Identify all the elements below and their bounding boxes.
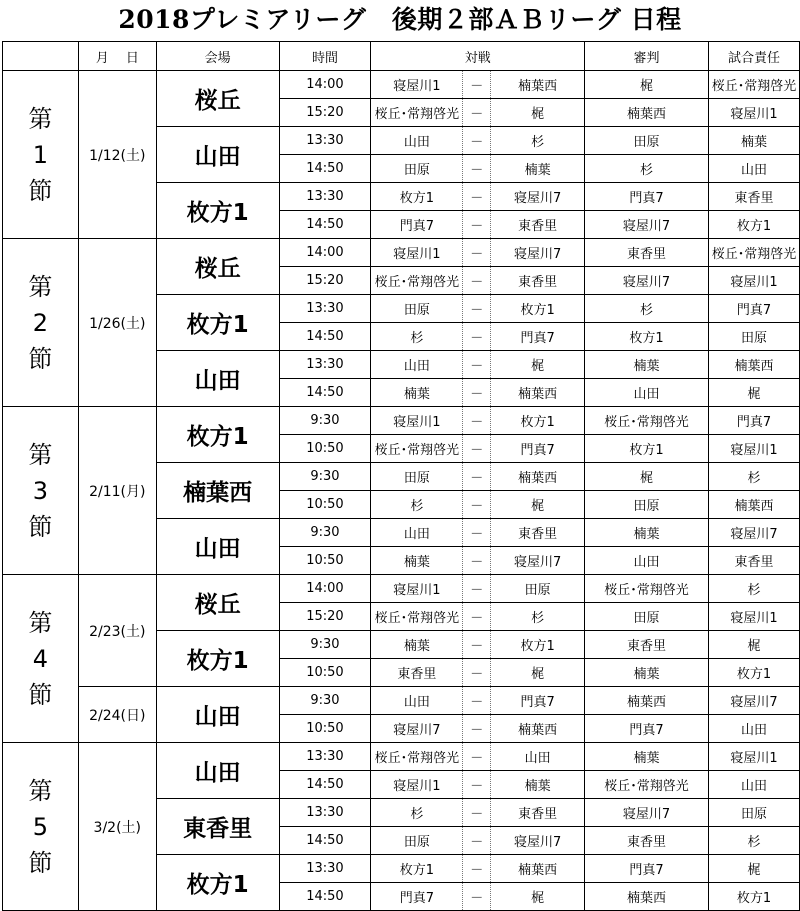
responsible-cell: 梶	[708, 631, 799, 659]
away-team-cell: 枚方1	[491, 295, 585, 323]
page-title: 2018プレミアリーグ 後期２部ＡＢリーグ 日程	[118, 5, 682, 34]
responsible-cell: 枚方1	[708, 883, 799, 911]
referee-cell: 楠葉西	[585, 883, 709, 911]
header-match: 対戦	[371, 42, 585, 71]
home-team-cell: 桜丘･常翔啓光	[371, 267, 463, 295]
round-label	[3, 407, 79, 575]
home-team-cell: 田原	[371, 295, 463, 323]
date-cell: 1/12(土)	[78, 71, 156, 239]
responsible-cell: 門真7	[708, 295, 799, 323]
referee-cell: 枚方1	[585, 435, 709, 463]
time-cell: 13:30	[279, 351, 371, 379]
versus-separator: －	[463, 267, 491, 295]
referee-cell: 楠葉	[585, 743, 709, 771]
home-team-cell: 山田	[371, 351, 463, 379]
versus-separator: －	[463, 799, 491, 827]
away-team-cell: 楠葉西	[491, 715, 585, 743]
time-cell: 13:30	[279, 855, 371, 883]
referee-cell: 桜丘･常翔啓光	[585, 407, 709, 435]
versus-separator: －	[463, 659, 491, 687]
away-team-cell: 梶	[491, 883, 585, 911]
home-team-cell: 桜丘･常翔啓光	[371, 99, 463, 127]
venue-cell: 桜丘	[156, 71, 279, 127]
responsible-cell: 寝屋川7	[708, 687, 799, 715]
away-team-cell: 東香里	[491, 799, 585, 827]
round-label	[3, 575, 79, 743]
versus-separator: －	[463, 379, 491, 407]
versus-separator: －	[463, 435, 491, 463]
versus-separator: －	[463, 295, 491, 323]
away-team-cell: 山田	[491, 743, 585, 771]
versus-separator: －	[463, 323, 491, 351]
home-team-cell: 楠葉	[371, 547, 463, 575]
away-team-cell: 寝屋川7	[491, 827, 585, 855]
home-team-cell: 寝屋川1	[371, 575, 463, 603]
home-team-cell: 山田	[371, 687, 463, 715]
versus-separator: －	[463, 127, 491, 155]
round-label-char: 節	[28, 512, 53, 541]
referee-cell: 梶	[585, 463, 709, 491]
time-cell: 13:30	[279, 127, 371, 155]
venue-cell: 山田	[156, 127, 279, 183]
versus-separator: －	[463, 827, 491, 855]
away-team-cell: 東香里	[491, 211, 585, 239]
home-team-cell: 楠葉	[371, 631, 463, 659]
table-row	[3, 743, 800, 771]
round-label-char: 5	[32, 812, 49, 841]
time-cell: 14:50	[279, 323, 371, 351]
venue-cell: 山田	[156, 743, 279, 799]
home-team-cell: 門真7	[371, 211, 463, 239]
round-label	[3, 239, 79, 407]
responsible-cell: 梶	[708, 379, 799, 407]
versus-separator: －	[463, 631, 491, 659]
table-row	[3, 575, 800, 603]
away-team-cell: 門真7	[491, 687, 585, 715]
time-cell: 14:50	[279, 211, 371, 239]
home-team-cell: 田原	[371, 463, 463, 491]
responsible-cell: 寝屋川1	[708, 435, 799, 463]
referee-cell: 東香里	[585, 631, 709, 659]
away-team-cell: 楠葉西	[491, 71, 585, 99]
responsible-cell: 寝屋川1	[708, 99, 799, 127]
venue-cell: 桜丘	[156, 239, 279, 295]
time-cell: 14:50	[279, 771, 371, 799]
versus-separator: －	[463, 743, 491, 771]
header-date: 月 日	[78, 42, 156, 71]
referee-cell: 田原	[585, 127, 709, 155]
table-row	[3, 239, 800, 267]
versus-separator: －	[463, 351, 491, 379]
venue-cell: 枚方1	[156, 295, 279, 351]
away-team-cell: 楠葉	[491, 155, 585, 183]
responsible-cell: 田原	[708, 323, 799, 351]
time-cell: 13:30	[279, 799, 371, 827]
time-cell: 14:50	[279, 155, 371, 183]
responsible-cell: 楠葉西	[708, 491, 799, 519]
referee-cell: 門真7	[585, 855, 709, 883]
referee-cell: 田原	[585, 603, 709, 631]
referee-cell: 楠葉西	[585, 687, 709, 715]
referee-cell: 山田	[585, 547, 709, 575]
venue-cell: 山田	[156, 351, 279, 407]
responsible-cell: 寝屋川7	[708, 519, 799, 547]
venue-cell: 枚方1	[156, 183, 279, 239]
versus-separator: －	[463, 855, 491, 883]
time-cell: 10:50	[279, 547, 371, 575]
round-label-char: 節	[28, 176, 53, 205]
venue-cell: 山田	[156, 519, 279, 575]
away-team-cell: 杉	[491, 127, 585, 155]
responsible-cell: 山田	[708, 715, 799, 743]
away-team-cell: 梶	[491, 99, 585, 127]
responsible-cell: 桜丘･常翔啓光	[708, 71, 799, 99]
venue-cell: 桜丘	[156, 575, 279, 631]
home-team-cell: 山田	[371, 519, 463, 547]
time-cell: 15:20	[279, 99, 371, 127]
referee-cell: 寝屋川7	[585, 799, 709, 827]
referee-cell: 梶	[585, 71, 709, 99]
header-row	[3, 42, 800, 71]
away-team-cell: 楠葉	[491, 771, 585, 799]
versus-separator: －	[463, 99, 491, 127]
home-team-cell: 寝屋川7	[371, 715, 463, 743]
referee-cell: 門真7	[585, 715, 709, 743]
responsible-cell: 桜丘･常翔啓光	[708, 239, 799, 267]
away-team-cell: 寝屋川7	[491, 547, 585, 575]
header-time: 時間	[279, 42, 371, 71]
round-label	[3, 71, 79, 239]
home-team-cell: 杉	[371, 491, 463, 519]
home-team-cell: 寝屋川1	[371, 771, 463, 799]
home-team-cell: 田原	[371, 827, 463, 855]
referee-cell: 楠葉	[585, 659, 709, 687]
responsible-cell: 寝屋川1	[708, 603, 799, 631]
responsible-cell: 田原	[708, 799, 799, 827]
responsible-cell: 楠葉	[708, 127, 799, 155]
date-cell: 2/24(日)	[78, 687, 156, 743]
venue-cell: 山田	[156, 687, 279, 743]
time-cell: 14:00	[279, 239, 371, 267]
versus-separator: －	[463, 715, 491, 743]
schedule-table	[2, 41, 800, 911]
referee-cell: 桜丘･常翔啓光	[585, 771, 709, 799]
round-label-char: 1	[32, 140, 49, 169]
referee-cell: 桜丘･常翔啓光	[585, 575, 709, 603]
referee-cell: 山田	[585, 379, 709, 407]
header-round	[3, 42, 79, 71]
versus-separator: －	[463, 239, 491, 267]
time-cell: 10:50	[279, 659, 371, 687]
venue-cell: 枚方1	[156, 407, 279, 463]
away-team-cell: 楠葉西	[491, 855, 585, 883]
time-cell: 14:50	[279, 883, 371, 911]
venue-cell: 東香里	[156, 799, 279, 855]
header-responsible: 試合責任	[708, 42, 799, 71]
responsible-cell: 杉	[708, 827, 799, 855]
versus-separator: －	[463, 547, 491, 575]
versus-separator: －	[463, 71, 491, 99]
home-team-cell: 桜丘･常翔啓光	[371, 603, 463, 631]
table-row	[3, 71, 800, 99]
time-cell: 15:20	[279, 267, 371, 295]
time-cell: 15:20	[279, 603, 371, 631]
home-team-cell: 杉	[371, 799, 463, 827]
versus-separator: －	[463, 603, 491, 631]
away-team-cell: 門真7	[491, 435, 585, 463]
round-label	[3, 743, 79, 911]
time-cell: 14:50	[279, 827, 371, 855]
away-team-cell: 梶	[491, 491, 585, 519]
responsible-cell: 杉	[708, 463, 799, 491]
versus-separator: －	[463, 407, 491, 435]
versus-separator: －	[463, 463, 491, 491]
responsible-cell: 東香里	[708, 547, 799, 575]
home-team-cell: 桜丘･常翔啓光	[371, 435, 463, 463]
date-cell: 1/26(土)	[78, 239, 156, 407]
header-venue: 会場	[156, 42, 279, 71]
referee-cell: 楠葉	[585, 519, 709, 547]
referee-cell: 楠葉西	[585, 99, 709, 127]
home-team-cell: 寝屋川1	[371, 239, 463, 267]
responsible-cell: 寝屋川1	[708, 267, 799, 295]
round-label-char: 節	[28, 344, 53, 373]
away-team-cell: 枚方1	[491, 631, 585, 659]
time-cell: 9:30	[279, 519, 371, 547]
responsible-cell: 寝屋川1	[708, 743, 799, 771]
versus-separator: －	[463, 883, 491, 911]
away-team-cell: 門真7	[491, 323, 585, 351]
home-team-cell: 桜丘･常翔啓光	[371, 743, 463, 771]
responsible-cell: 門真7	[708, 407, 799, 435]
round-label-char: 第	[28, 608, 53, 637]
versus-separator: －	[463, 155, 491, 183]
round-label-char: 4	[32, 644, 49, 673]
referee-cell: 門真7	[585, 183, 709, 211]
versus-separator: －	[463, 183, 491, 211]
header-referee: 審判	[585, 42, 709, 71]
round-label-char: 第	[28, 104, 53, 133]
away-team-cell: 東香里	[491, 519, 585, 547]
versus-separator: －	[463, 575, 491, 603]
home-team-cell: 寝屋川1	[371, 407, 463, 435]
table-row	[3, 687, 800, 715]
away-team-cell: 田原	[491, 575, 585, 603]
schedule-body	[3, 71, 800, 911]
away-team-cell: 梶	[491, 351, 585, 379]
versus-separator: －	[463, 771, 491, 799]
round-label-char: 節	[28, 680, 53, 709]
responsible-cell: 東香里	[708, 183, 799, 211]
away-team-cell: 東香里	[491, 267, 585, 295]
time-cell: 14:50	[279, 379, 371, 407]
away-team-cell: 寝屋川7	[491, 239, 585, 267]
time-cell: 13:30	[279, 183, 371, 211]
responsible-cell: 山田	[708, 155, 799, 183]
referee-cell: 東香里	[585, 827, 709, 855]
referee-cell: 楠葉	[585, 351, 709, 379]
referee-cell: 田原	[585, 491, 709, 519]
time-cell: 10:50	[279, 715, 371, 743]
time-cell: 14:00	[279, 71, 371, 99]
responsible-cell: 枚方1	[708, 659, 799, 687]
table-row	[3, 407, 800, 435]
home-team-cell: 杉	[371, 323, 463, 351]
away-team-cell: 楠葉西	[491, 463, 585, 491]
referee-cell: 東香里	[585, 239, 709, 267]
time-cell: 9:30	[279, 631, 371, 659]
round-label-char: 第	[28, 776, 53, 805]
date-cell: 2/23(土)	[78, 575, 156, 687]
responsible-cell: 楠葉西	[708, 351, 799, 379]
time-cell: 10:50	[279, 491, 371, 519]
home-team-cell: 門真7	[371, 883, 463, 911]
round-label-char: 3	[32, 476, 49, 505]
time-cell: 13:30	[279, 743, 371, 771]
referee-cell: 杉	[585, 155, 709, 183]
round-label-char: 第	[28, 440, 53, 469]
referee-cell: 枚方1	[585, 323, 709, 351]
date-cell: 2/11(月)	[78, 407, 156, 575]
away-team-cell: 枚方1	[491, 407, 585, 435]
round-label-char: 2	[32, 308, 49, 337]
home-team-cell: 枚方1	[371, 855, 463, 883]
time-cell: 9:30	[279, 463, 371, 491]
round-label-char: 節	[28, 848, 53, 877]
versus-separator: －	[463, 519, 491, 547]
versus-separator: －	[463, 491, 491, 519]
responsible-cell: 枚方1	[708, 211, 799, 239]
time-cell: 13:30	[279, 295, 371, 323]
home-team-cell: 東香里	[371, 659, 463, 687]
time-cell: 9:30	[279, 407, 371, 435]
round-label-char: 第	[28, 272, 53, 301]
responsible-cell: 梶	[708, 855, 799, 883]
home-team-cell: 楠葉	[371, 379, 463, 407]
referee-cell: 寝屋川7	[585, 267, 709, 295]
venue-cell: 楠葉西	[156, 463, 279, 519]
time-cell: 14:00	[279, 575, 371, 603]
home-team-cell: 枚方1	[371, 183, 463, 211]
away-team-cell: 梶	[491, 659, 585, 687]
time-cell: 10:50	[279, 435, 371, 463]
venue-cell: 枚方1	[156, 631, 279, 687]
away-team-cell: 寝屋川7	[491, 183, 585, 211]
date-cell: 3/2(土)	[78, 743, 156, 911]
referee-cell: 寝屋川7	[585, 211, 709, 239]
home-team-cell: 寝屋川1	[371, 71, 463, 99]
away-team-cell: 楠葉西	[491, 379, 585, 407]
away-team-cell: 杉	[491, 603, 585, 631]
time-cell: 9:30	[279, 687, 371, 715]
versus-separator: －	[463, 687, 491, 715]
responsible-cell: 山田	[708, 771, 799, 799]
venue-cell: 枚方1	[156, 855, 279, 911]
home-team-cell: 山田	[371, 127, 463, 155]
referee-cell: 杉	[585, 295, 709, 323]
home-team-cell: 田原	[371, 155, 463, 183]
responsible-cell: 杉	[708, 575, 799, 603]
versus-separator: －	[463, 211, 491, 239]
